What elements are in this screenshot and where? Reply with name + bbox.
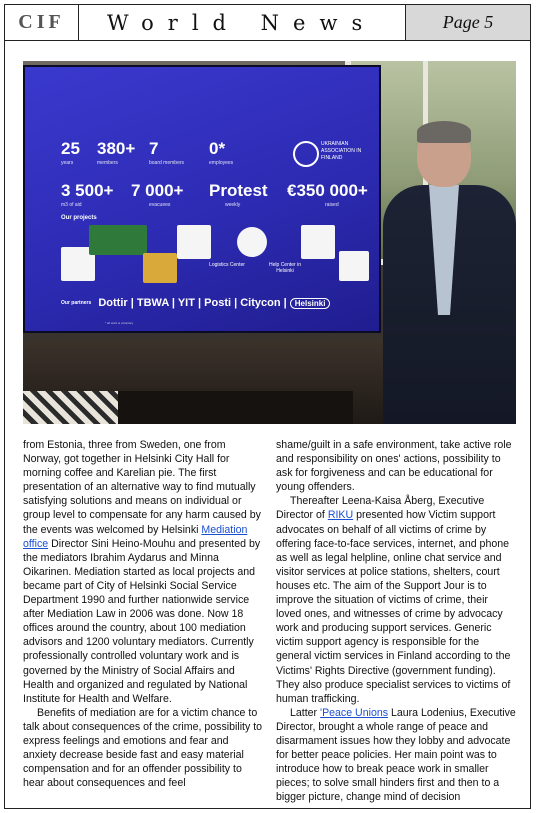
article-column-left [23, 438, 263, 808]
slide-stat-value: 25 [61, 139, 80, 158]
page-number: Page 5 [405, 5, 530, 40]
slide-stat-label: members [97, 160, 118, 166]
slide-stat-value: 0* [209, 139, 226, 158]
brand-logo: CIF [5, 5, 79, 40]
paragraph: shame/guilt in a safe environment, take active role and responsibility on ones' actions, possibility to ask for forgiveness and can be educational for young offenders. [276, 439, 512, 494]
project-logo [89, 225, 147, 255]
paragraph: Benefits of mediation are for a victim chance to talk about consequences of the crime, possibility to express feelings and emotions and fear and anxiety decrease beside fast and easy material compensation and for an offender possibility to hear about consequences and feel [23, 706, 263, 790]
paragraph-text: Latter [290, 706, 321, 719]
slide-stat-label: weekly [225, 202, 241, 208]
slide-caption: Help Center in Helsinki [269, 262, 301, 274]
paragraph-text: Director Sini Heino-Mouhu and presented by the mediators Ibrahim Aydarus and Minna Oikarinen. Mediation started as local projects and became part of City of Helsinki Social Service Department 1990 and further nationwide service after Mediation Law in 2006 was done. Now 18 offices around the country, about 100 mediation advisors and 1200 voluntary mediators. Currently professionally controlled voluntary work and is governed by the Ministry of Social Affairs and Health and organized and regulated by National Institute for Health and Welfare. [23, 537, 261, 705]
speaker-figure [383, 121, 516, 424]
slide-stat-value: 3 500+ [61, 181, 114, 200]
photo-bag [23, 391, 118, 424]
paragraph-text: Laura Lodenius, Executive Director, brought a whole range of peace and disarmament issues how they lobby and advocate for better peace policies. Her main point was to introduce how to break peace work in smaller pieces; to solve small hinders first and then to a bigger picture, change mind of decision [276, 706, 516, 804]
newsletter-page [4, 4, 531, 809]
article-body [23, 438, 516, 808]
paragraph-text: Thereafter Leena-Kaisa Åberg, Executive Director of [276, 495, 485, 522]
project-logo [177, 225, 211, 259]
masthead [5, 5, 530, 41]
paragraph-text: presented how Victim support advocates on behalf of all victims of crime by offering face-to-face services, internet, and phone as well as legal helpline, online chat service and visitor services at police stations, shelters, court houses etc. The aim of the Support Jour is to improve the situation of victims of crime, their loved ones, and witnesses of crime by advocacy work and producing support services. Generic victim support agency is responsible for the general victim services in Finland according to the Victims' Rights Directive (government funding). They also produce specialist services to victims of human trafficking. [276, 509, 511, 705]
slide-stat-value: 7 000+ [131, 181, 184, 200]
slide-stat-label: board members [149, 160, 185, 166]
riku-link[interactable]: RIKU [327, 509, 354, 522]
project-logo [237, 227, 267, 257]
slide-stat-label: raised [325, 202, 339, 208]
presentation-screen [23, 65, 381, 333]
slide-stat-value: Protest [209, 181, 268, 200]
association-logo-icon [293, 141, 319, 167]
partner-helsinki: Helsinki [290, 298, 331, 309]
association-logo-text: UKRAINIAN ASSOCIATION IN FINLAND [321, 141, 362, 161]
mediation-office-link[interactable]: Mediation office [23, 523, 248, 550]
slide-stat-label: years [61, 160, 74, 166]
partners-list: Dottir | TBWA | YIT | Posti | Citycon | [98, 297, 287, 309]
paragraph [276, 494, 516, 705]
paragraph-text: from Estonia, three from Sweden, one from Norway, got together in Helsinki City Hall for morning coffee and Karelian pie. The first presentation of an alternative way to find mutually satisfying solutions and means on individual or group level to compensate for any harm caused by the events was welcomed by Helsinki [23, 439, 261, 536]
project-logo [339, 251, 369, 281]
speaker-hair [417, 121, 471, 143]
article-photo [23, 61, 516, 424]
project-logo [143, 253, 177, 283]
peace-unions-link[interactable]: 'Peace Unions [320, 706, 389, 719]
slide-stat-value: €350 000+ [287, 181, 368, 200]
newsletter-title: World News [107, 10, 377, 35]
article-column-right [276, 438, 516, 808]
project-logo [301, 225, 335, 259]
slide-stat-value: 380+ [97, 139, 136, 158]
slide-partners-row [61, 297, 351, 309]
paragraph [23, 438, 263, 706]
slide-caption: Logistics Center [209, 262, 245, 268]
paragraph [276, 706, 516, 805]
slide-stat-label: evacuees [149, 202, 171, 208]
slide-stat-label: m3 of aid [61, 202, 82, 208]
partners-label: Our partners [61, 300, 92, 307]
slide-stat-label: employees [209, 160, 234, 166]
slide-stat-value: 7 [149, 139, 159, 158]
slide-footnote: * all work is voluntary [105, 321, 134, 325]
slide-projects-heading: Our projects [61, 215, 97, 221]
